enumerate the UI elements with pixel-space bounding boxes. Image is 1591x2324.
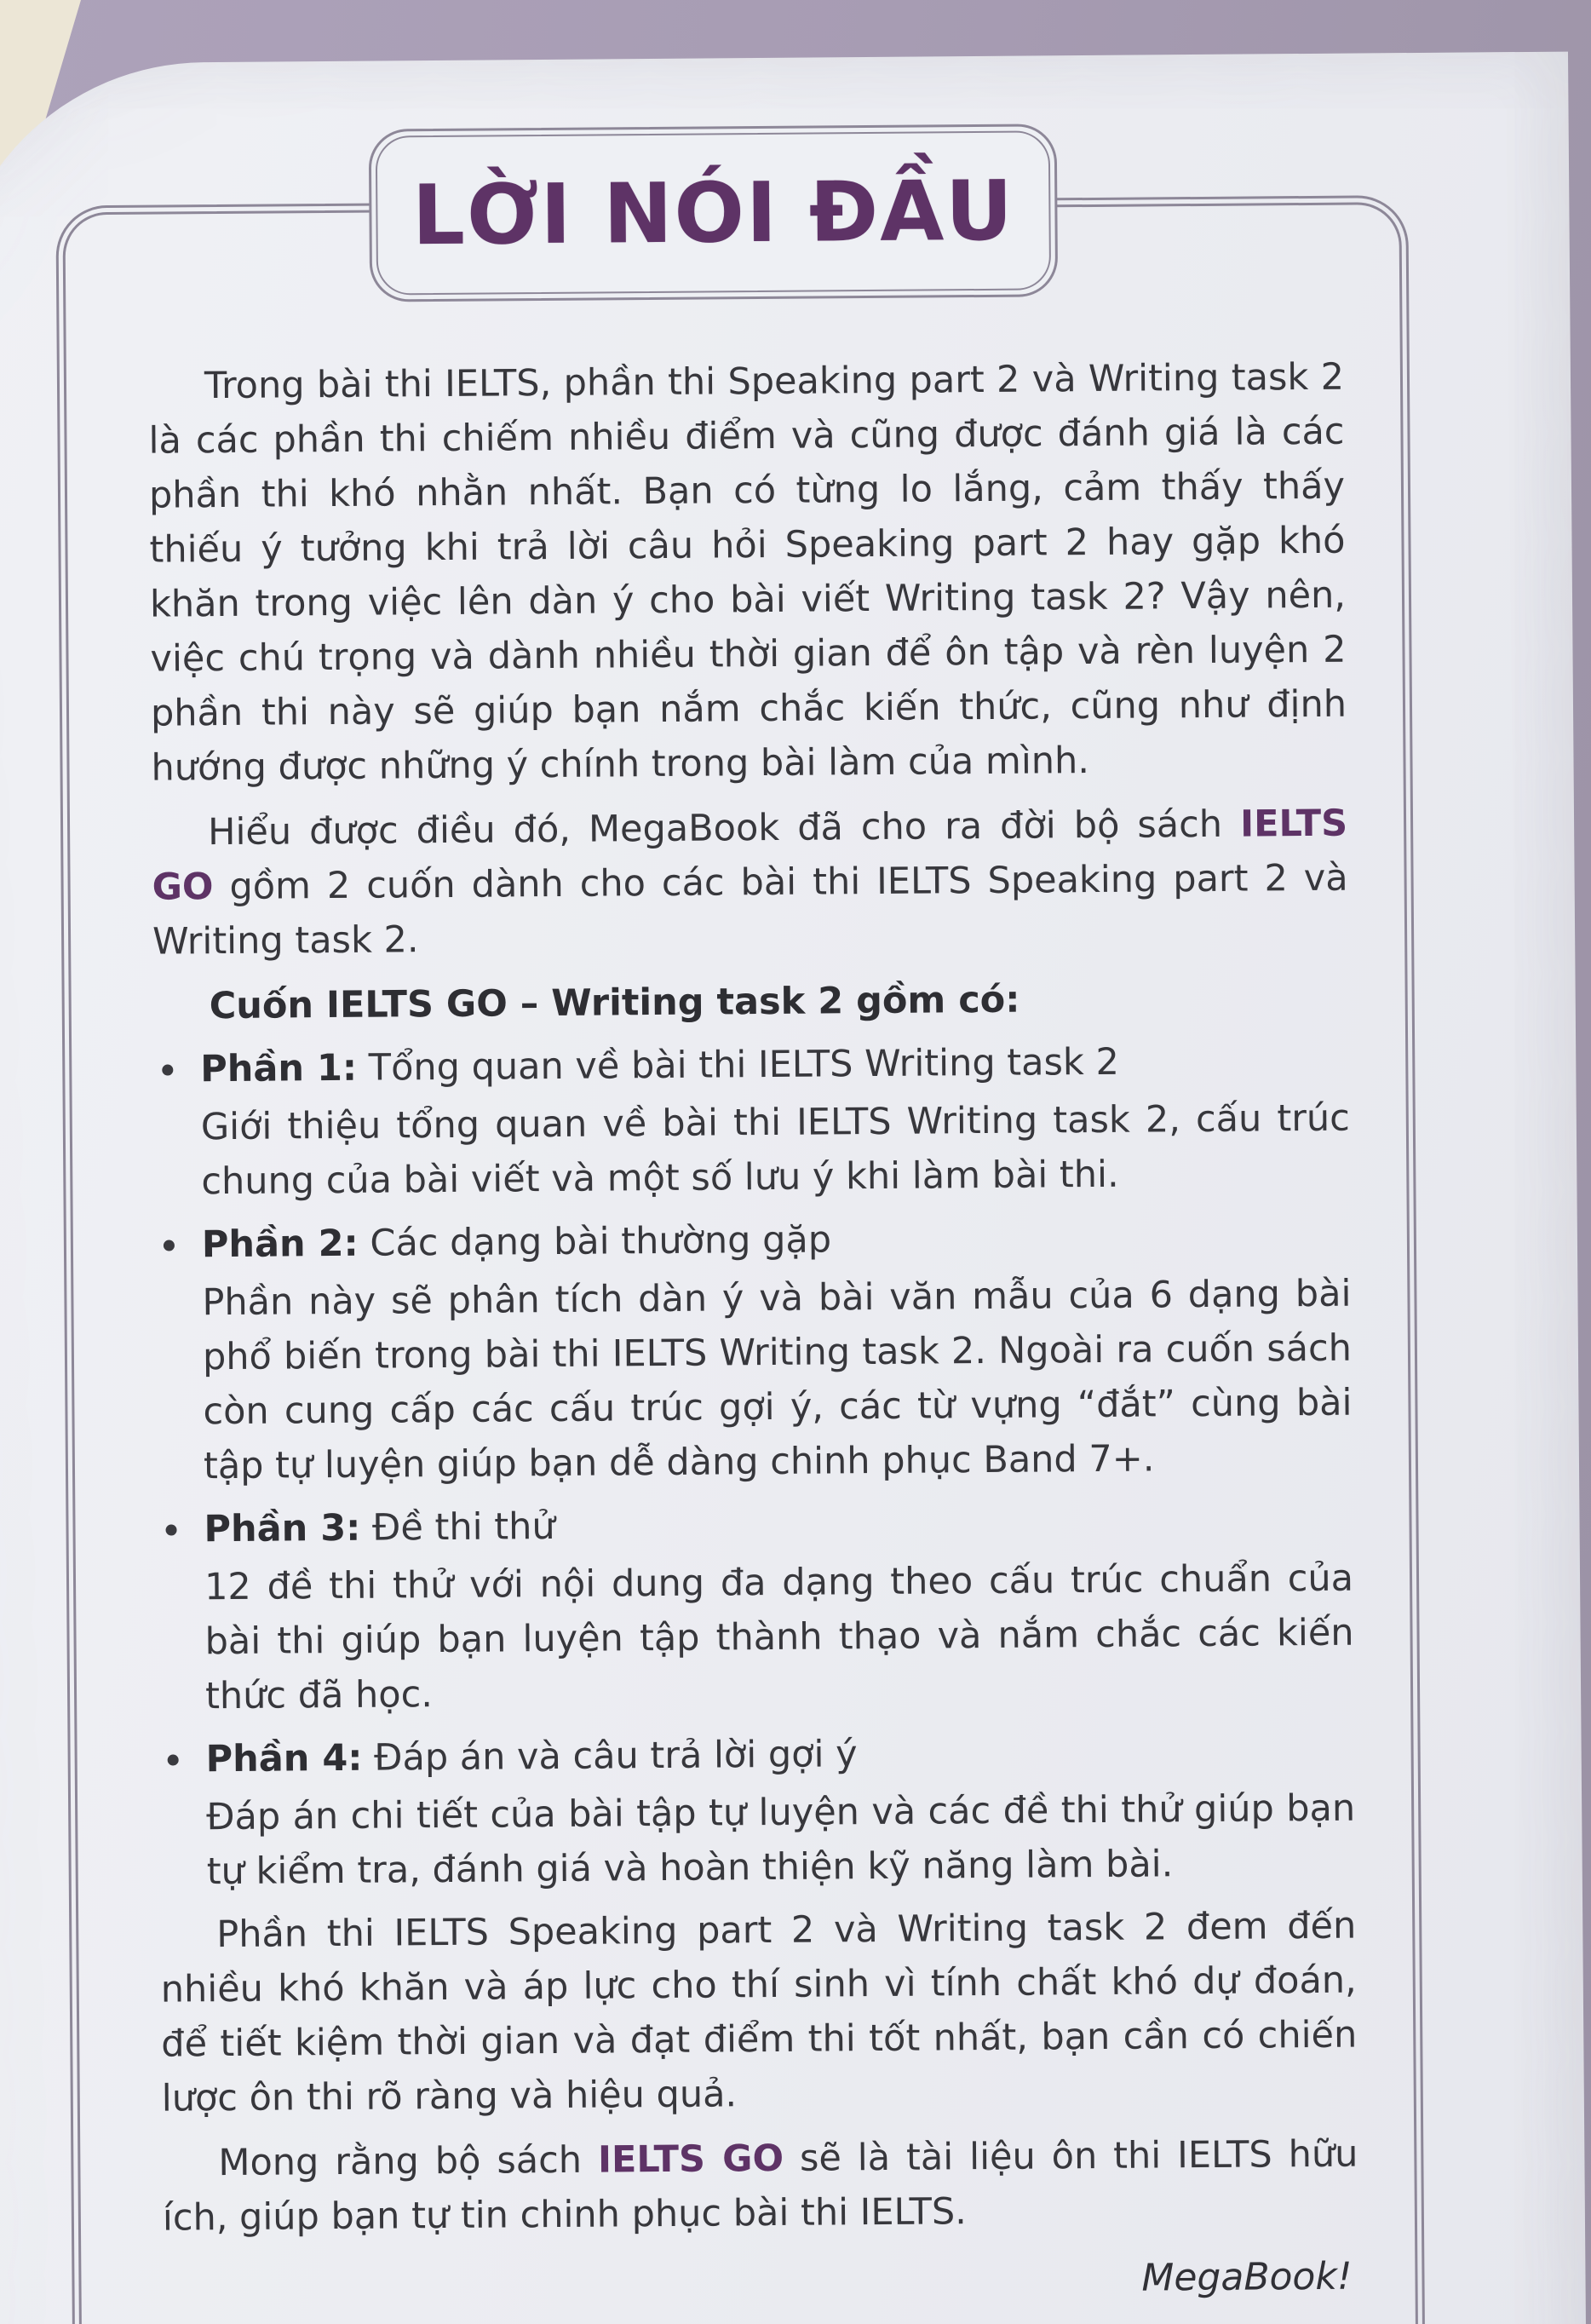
series-intro-before: Hiểu được điều đó, MegaBook đã cho ra đời bộ sách <box>207 802 1241 854</box>
page-title: LỜI NÓI ĐẦU <box>411 162 1015 264</box>
series-intro-paragraph <box>152 797 1348 969</box>
bullet-dot <box>166 1524 177 1535</box>
section-title-4: Đáp án và câu trả lời gợi ý <box>362 1733 858 1780</box>
bullet-dot <box>168 1754 179 1765</box>
brand-name: IELTS GO <box>597 2137 784 2182</box>
intro-paragraph <box>148 350 1347 796</box>
title-box <box>369 124 1059 302</box>
section-head-4 <box>205 1723 1354 1787</box>
exam-difficulty-paragraph: Phần thi IELTS Speaking part 2 và Writing task 2 đem đến nhiều khó khăn và áp lực cho thí sinh vì tính chất khó dự đoán, để tiết kiệm thời gian và đạt điểm thi tốt nhất, bạn cần có chiến lược ôn thi rõ ràng và hiệu quả. <box>160 1904 1358 2120</box>
preface-content <box>58 198 1422 2324</box>
section-title-3: Đề thi thử <box>360 1504 555 1550</box>
hope-after: sẽ là tài liệu ôn thi IELTS hữu ích, giúp bạn tự tin chinh phục bài thi IELTS. <box>162 2132 1358 2240</box>
brand-name: IELTS GO <box>152 802 1348 909</box>
section-head-1 <box>200 1033 1349 1097</box>
section-head-3 <box>204 1493 1353 1557</box>
section-item-3 <box>157 1493 1354 1724</box>
section-label-4: Phần 4: <box>205 1736 363 1781</box>
section-description-3: 12 đề thi thử với nội dung đa dạng theo cấu trúc chuẩn của bài thi giúp bạn luyện tập thành thạo và nắm chắc các kiến thức đã học. <box>204 1556 1354 1718</box>
section-item-2 <box>155 1209 1353 1494</box>
section-item-4 <box>158 1723 1355 1900</box>
signature: MegaBook! <box>1141 2254 1353 2300</box>
series-intro-after: gồm 2 cuốn dành cho các bài thi IELTS Speaking part 2 và Writing task 2. <box>152 856 1348 964</box>
section-label-1: Phần 1: <box>200 1046 358 1091</box>
section-head-2 <box>202 1209 1351 1273</box>
content-frame <box>55 195 1425 2324</box>
section-title-2: Các dạng bài thường gặp <box>358 1218 832 1265</box>
section-description-2: Phần này sẽ phân tích dàn ý và bài văn mẫu của 6 dạng bài phổ biến trong bài thi IELTS Writing task 2. Ngoài ra cuốn sách còn cung cấp các cấu trúc gợi ý, các từ vựng “đắt” cùng bài tập tự luyện giúp bạn dễ dàng chinh phục Band 7+. <box>202 1272 1353 1488</box>
bullet-dot <box>162 1064 173 1075</box>
page-sheet <box>0 52 1587 2324</box>
hope-paragraph <box>162 2127 1358 2246</box>
section-title-1: Tổng quan về bài thi IELTS Writing task 2 <box>356 1040 1120 1090</box>
section-label-3: Phần 3: <box>204 1506 361 1551</box>
intro-text: Trong bài thi IELTS, phần thi Speaking part 2 và Writing task 2 là các phần thi chiếm nhiều điểm và cũng được đánh giá là các phần thi khó nhằn nhất. Bạn có từng lo lắng, cảm thấy thấy thiếu ý tưởng khi trả lời câu hỏi Speaking part 2 hay gặp khó khăn trong việc lên dàn ý cho bài viết Writing task 2? Vậy nên, việc chú trọng và dành nhiều thời gian để ôn tập và rèn luyện 2 phần thi này sẽ giúp bạn nắm chắc kiến thức, cũng như định hướng được những ý chính trong bài làm của mình. <box>148 355 1347 790</box>
hope-before: Mong rằng bộ sách <box>218 2138 599 2185</box>
section-description-1: Giới thiệu tổng quan về bài thi IELTS Writing task 2, cấu trúc chung của bài viết và một số lưu ý khi làm bài thi. <box>200 1096 1350 1204</box>
bullet-dot <box>164 1240 175 1251</box>
section-item-1 <box>153 1033 1350 1210</box>
section-label-2: Phần 2: <box>201 1222 359 1267</box>
book-contents-heading: Cuốn IELTS GO – Writing task 2 gồm có: <box>209 978 1020 1028</box>
section-description-4: Đáp án chi tiết của bài tập tự luyện và các đề thi thử giúp bạn tự kiểm tra, đánh giá và hoàn thiện kỹ năng làm bài. <box>206 1786 1356 1894</box>
